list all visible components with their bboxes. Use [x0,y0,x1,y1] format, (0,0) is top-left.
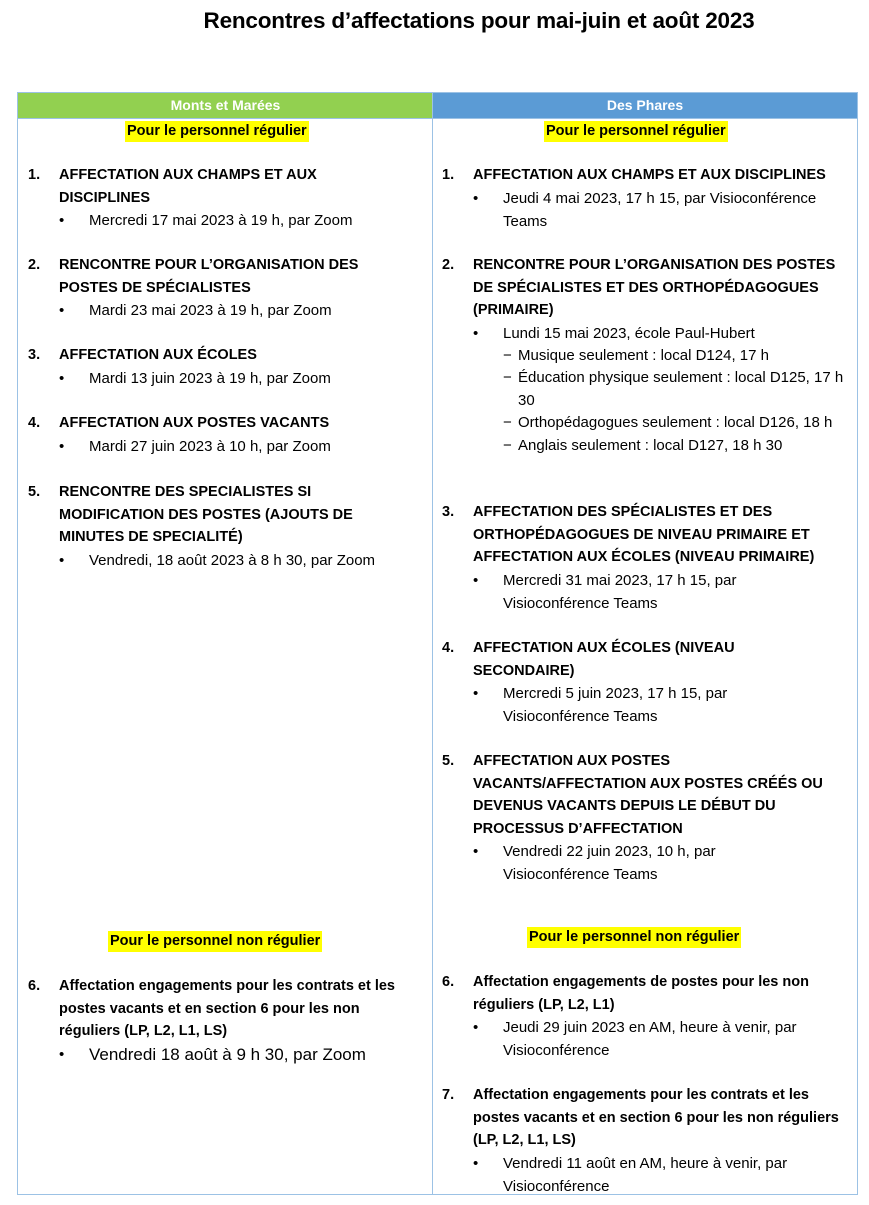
item-number: 7. [442,1087,455,1103]
item-title: Affectation engagements de postes pour les non réguliers (LP, L2, L1) [473,974,809,1013]
left-item-3 [28,344,398,390]
item-date: • Jeudi 4 mai 2023, 17 h 15, par Visioconférence Teams [473,187,852,233]
right-item-7 [442,1084,852,1198]
header-divider [18,118,857,119]
item-title: RENCONTRE POUR L’ORGANISATION DES POSTES DE SPÉCIALISTES ET DES ORTHOPÉDAGOGUES (PRIMAIRE) [473,257,836,318]
column-header-des-phares: Des Phares [433,93,857,118]
item-number: 5. [28,484,41,500]
item-title: AFFECTATION AUX ÉCOLES (NIVEAU SECONDAIRE) [473,640,735,679]
item-number: 4. [442,640,455,656]
item-date: • Mardi 13 juin 2023 à 19 h, par Zoom [59,367,398,390]
item-title: RENCONTRE POUR L’ORGANISATION DES POSTES DE SPÉCIALISTES [59,257,359,296]
column-header-monts-et-marees: Monts et Marées [18,93,433,118]
item-date: • Vendredi 11 août en AM, heure à venir, par Visioconférence [473,1152,843,1198]
item-number: 5. [442,753,455,769]
item-number: 1. [442,167,455,183]
sub-item-anglais: − Anglais seulement : local D127, 18 h 30 [473,435,848,458]
item-title: RENCONTRE DES SPECIALISTES SI MODIFICATION DES POSTES (AJOUTS DE MINUTES DE SPECIALITÉ) [59,484,353,545]
sub-item-education-physique: − Éducation physique seulement : local D125, 17 h 30 [473,367,848,412]
item-number: 2. [28,257,41,273]
sub-item-musique: − Musique seulement : local D124, 17 h [473,345,848,368]
left-section-nonregular: Pour le personnel non régulier [108,931,322,952]
schedule-table [17,92,858,1195]
right-item-3 [442,501,842,615]
left-item-6 [28,975,412,1067]
right-section-nonregular: Pour le personnel non régulier [527,927,741,948]
item-date: • Mercredi 31 mai 2023, 17 h 15, par Visioconférence Teams [473,569,813,615]
item-date: • Lundi 15 mai 2023, école Paul-Hubert [473,322,852,345]
item-number: 3. [28,347,41,363]
left-item-5 [28,481,403,572]
column-divider [432,93,433,1194]
item-title: Affectation engagements pour les contrats et les postes vacants et en section 6 pour les non réguliers (LP, L2, L1, LS) [59,978,395,1039]
item-title: AFFECTATION AUX CHAMPS ET AUX DISCIPLINES [473,167,826,183]
item-date: • Vendredi, 18 août 2023 à 8 h 30, par Zoom [59,549,403,572]
item-number: 1. [28,167,41,183]
item-number: 2. [442,257,455,273]
item-number: 3. [442,504,455,520]
item-title: AFFECTATION AUX POSTES VACANTS/AFFECTATION AUX POSTES CRÉÉS OU DEVENUS VACANTS DEPUIS LE DÉBUT DU PROCESSUS D’AFFECTATION [473,753,823,837]
sub-item-orthopedagogues: − Orthopédagogues seulement : local D126, 18 h [473,412,848,435]
right-section-regular: Pour le personnel régulier [544,121,728,142]
item-date: • Mercredi 5 juin 2023, 17 h 15, par Visioconférence Teams [473,682,783,728]
left-item-1 [28,164,378,232]
right-item-6 [442,971,842,1062]
left-item-4 [28,412,398,458]
item-title: AFFECTATION AUX ÉCOLES [59,347,257,363]
item-date: • Jeudi 29 juin 2023 en AM, heure à venir, par Visioconférence [473,1016,833,1062]
right-item-5 [442,750,842,886]
item-number: 4. [28,415,41,431]
left-section-regular: Pour le personnel régulier [125,121,309,142]
item-title: AFFECTATION AUX POSTES VACANTS [59,415,330,431]
item-number: 6. [442,974,455,990]
item-title: AFFECTATION AUX CHAMPS ET AUX DISCIPLINES [59,167,317,206]
item-number: 6. [28,978,41,994]
item-title: AFFECTATION DES SPÉCIALISTES ET DES ORTHOPÉDAGOGUES DE NIVEAU PRIMAIRE ET AFFECTATION AUX ÉCOLES (NIVEAU PRIMAIRE) [473,504,815,565]
item-date: • Mardi 27 juin 2023 à 10 h, par Zoom [59,435,398,458]
right-item-4 [442,637,782,728]
item-title: Affectation engagements pour les contrats et les postes vacants et en section 6 pour les non réguliers (LP, L2, L1, LS) [473,1087,839,1148]
item-date: • Mercredi 17 mai 2023 à 19 h, par Zoom [59,209,378,232]
page-title: Rencontres d’affectations pour mai-juin et août 2023 [203,8,755,33]
item-date: • Vendredi 22 juin 2023, 10 h, par Visioconférence Teams [473,840,773,886]
item-date: • Vendredi 18 août à 9 h 30, par Zoom [59,1043,412,1067]
right-item-2 [442,254,852,457]
item-date: • Mardi 23 mai 2023 à 19 h, par Zoom [59,299,378,322]
left-item-2 [28,254,378,322]
right-item-1 [442,164,852,233]
